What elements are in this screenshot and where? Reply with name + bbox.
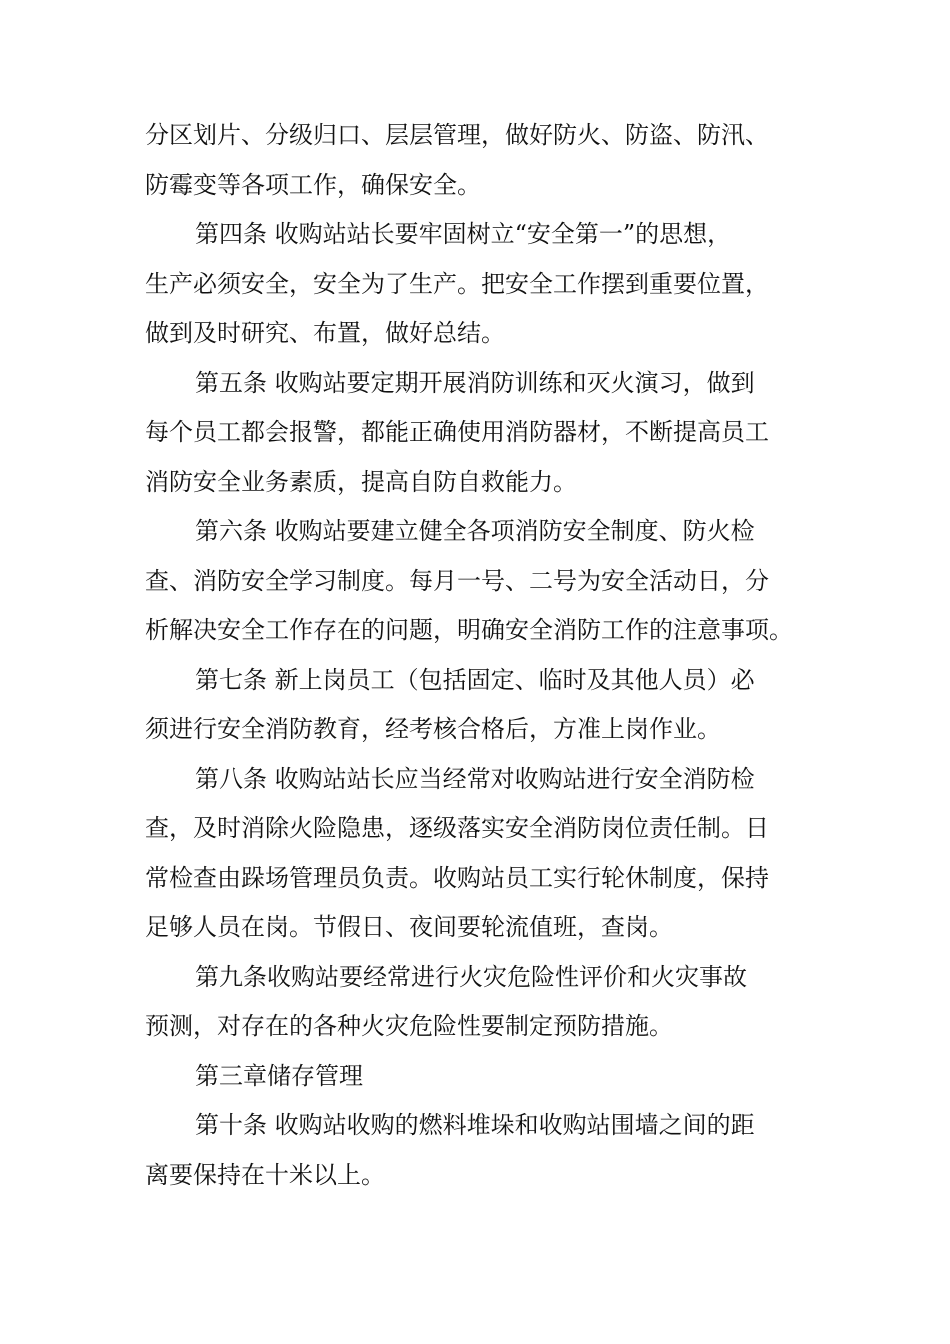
article-4-heading-line: 第四条 收购站站长要牢固树立“安全第一”的思想， (195, 220, 732, 248)
document-body (145, 111, 817, 1200)
text-line: 查、消防安全学习制度。每月一号、二号为安全活动日，分 (145, 566, 769, 595)
text-line: 常检查由跺场管理员负责。收购站员工实行轮休制度，保持 (145, 863, 769, 892)
text-line: 每个员工都会报警，都能正确使用消防器材，不断提高员工 (145, 418, 769, 446)
article-8-heading-line: 第八条 收购站站长应当经常对收购站进行安全消防检 (195, 764, 755, 793)
article-7-heading-line: 第七条 新上岗员工（包括固定、临时及其他人员）必 (195, 665, 755, 694)
text-line: 消防安全业务素质，提高自防自救能力。 (145, 467, 577, 496)
chapter-3-heading: 第三章储存管理 (195, 1061, 363, 1090)
text-line: 预测，对存在的各种火灾危险性要制定预防措施。 (145, 1012, 673, 1040)
text-line: 须进行安全消防教育，经考核合格后，方准上岗作业。 (145, 715, 721, 743)
article-9-heading-line: 第九条收购站要经常进行火灾危险性评价和火灾事故 (195, 962, 747, 991)
text-line: 生产必须安全，安全为了生产。把安全工作摆到重要位置， (145, 269, 769, 298)
text-line: 足够人员在岗。节假日、夜间要轮流值班，查岗。 (145, 913, 673, 941)
article-10-heading-line: 第十条 收购站收购的燃料堆垛和收购站围墙之间的距 (195, 1111, 755, 1139)
article-5-heading-line: 第五条 收购站要定期开展消防训练和灭火演习，做到 (195, 368, 755, 397)
text-line: 离要保持在十米以上。 (145, 1160, 385, 1189)
text-line: 析解决安全工作存在的问题，明确安全消防工作的注意事项。 (145, 616, 793, 644)
article-6-heading-line: 第六条 收购站要建立健全各项消防安全制度、防火检 (195, 517, 755, 545)
text-line: 防霉变等各项工作，确保安全。 (145, 170, 481, 199)
text-line: 查，及时消除火险隐患，逐级落实安全消防岗位责任制。日 (145, 814, 769, 842)
text-line: 做到及时研究、布置，做好总结。 (145, 319, 505, 347)
text-line: 分区划片、分级归口、层层管理，做好防火、防盗、防汛、 (145, 121, 769, 149)
